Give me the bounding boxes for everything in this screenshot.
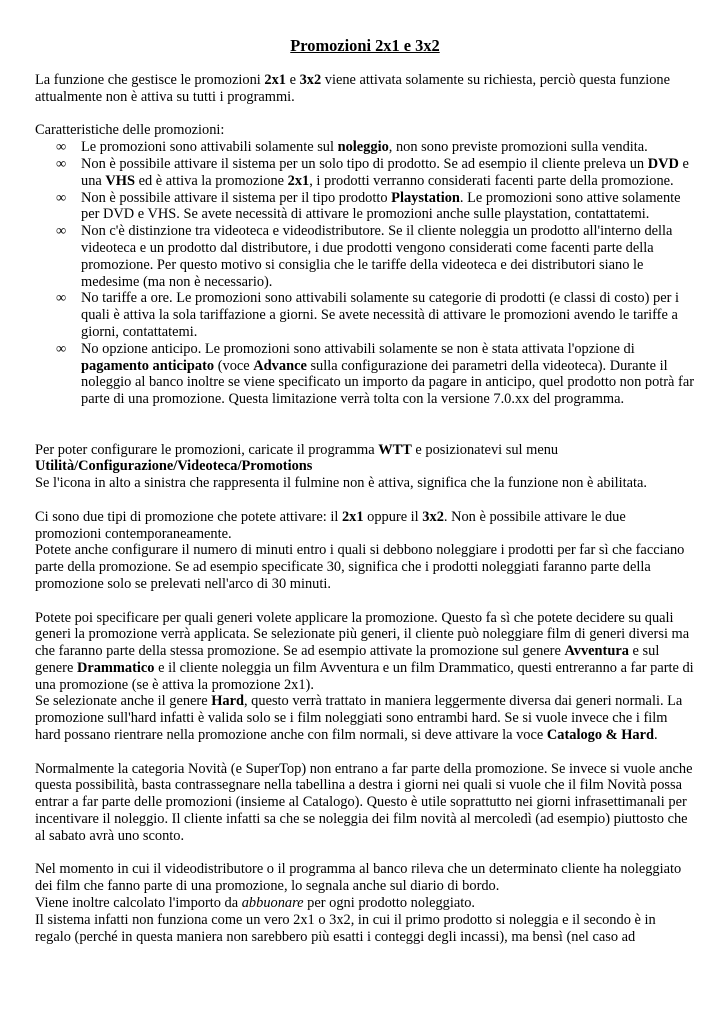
list-item: ∞ Non c'è distinzione tra videoteca e videodistributore. Se il cliente noleggia un prodotto all'interno della videoteca e un prodotto dal distributore, i due prodotti vengono considerati come facenti parte della promozione. Per questo motivo si consiglia che le tariffe della videoteca e dei distributori siano le medesime (ma non è necessario). [56,223,673,290]
config-paragraph: Per poter configurare le promozioni, caricate il programma WTT e posizionatevi sul menu Utilità/Configurazione/Videoteca/Promotions Se l'icona in alto a sinistra che rappresenta il fulmine non è attiva, significa che la funzione non è abilitata. [35,441,647,492]
list-item: ∞ Non è possibile attivare il sistema per il tipo prodotto Playstation. Le promozioni sono attive solamente per DVD e VHS. Se avete necessità di attivare le promozioni anche sulle playstation, contattatemi. [56,189,681,223]
features-list [35,139,695,408]
novita-paragraph: Normalmente la categoria Novità (e SuperTop) non entrano a far parte della promozione. Se invece si vuole anche questa possibilità, basta contrassegnare nella tabellina a destra i giorni nei quali si vuole che il film Novità possa entrar a far parte delle promozioni (insieme al Catalogo). Questo è utile soprattutto nei giorni infrasettimanali per incentivare il noleggio. Il cliente infatti sa che se noleggia dei film novità al mercoledì (ad esempio) piuttosto che al sabato avrà uno sconto. [35,760,693,844]
genres-paragraph: Potete poi specificare per quali generi volete applicare la promozione. Questo fa sì che potete decidere su quali generi la promozione verrà applicata. Se selezionate più generi, il cliente può noleggiare film di generi diversi ma che faranno parte della stessa promozione. Se ad esempio attivate la promozione sul genere Avventura e sul genere Drammatico e il cliente noleggia un film Avventura e un film Drammatico, questi entreranno a far parte di una promozione (se è attiva la promozione 2x1). Se selezionate anche il genere Hard, questo verrà trattato in maniera leggermente diversa dai generi normali. La promozione sull'hard infatti è valida solo se i film noleggiati sono entrambi hard. Se si vuole invece che i film hard possano rientrare nella promozione anche con film normali, si deve attivare la voce Catalogo & Hard. [35,609,694,744]
list-item: ∞ Non è possibile attivare il sistema per un solo tipo di prodotto. Se ad esempio il cliente preleva un DVD e una VHS ed è attiva la promozione 2x1, i prodotti verranno considerati facenti parte della promozione. [56,155,689,189]
page-title: Promozioni 2x1 e 3x2 [290,36,440,55]
intro-paragraph: La funzione che gestisce le promozioni 2x1 e 3x2 viene attivata solamente su richiesta, perciò questa funzione attualmente non è attiva su tutti i programmi. [35,72,670,105]
bullet-icon: ∞ [56,290,67,307]
bullet-icon: ∞ [56,340,67,357]
detect-paragraph: Nel momento in cui il videodistributore o il programma al banco rileva che un determinato cliente ha noleggiato dei film che fanno parte di una promozione, lo segnala anche sul diario di bordo. Viene inoltre calcolato l'importo da abbuonare per ogni prodotto noleggiato. Il sistema infatti non funziona come un vero 2x1 o 3x2, in cui il primo prodotto si noleggia e il secondo è in regalo (perché in questa maniera non sarebbero più esatti i conteggi degli incassi), ma bensì (nel caso ad [35,861,682,945]
document-page [35,36,695,945]
list-item: ∞ No tariffe a ore. Le promozioni sono attivabili solamente su categorie di prodotti (e classi di costo) per i quali è attiva la sola tariffazione a giorni. Se avete necessità di attivare le promozioni avendo le tariffe a giorni, contattatemi. [56,290,679,340]
types-paragraph: Ci sono due tipi di promozione che potete attivare: il 2x1 oppure il 3x2. Non è possibile attivare le due promozioni contemporaneamente. Potete anche configurare il numero di minuti entro i quali si debbono noleggiare i prodotti per far sì che facciano parte della promozione. Se ad esempio specificate 30, significa che i prodotti noleggiati faranno parte della promozione solo se prelevati nell'arco di 30 minuti. [35,508,685,592]
features-heading: Caratteristiche delle promozioni: [35,122,225,139]
bullet-icon: ∞ [56,189,67,206]
bullet-icon: ∞ [56,139,67,156]
bullet-icon: ∞ [56,155,67,172]
list-item: ∞ Le promozioni sono attivabili solamente sul noleggio, non sono previste promozioni sulla vendita. [56,139,648,156]
bullet-icon: ∞ [56,223,67,240]
list-item: ∞ No opzione anticipo. Le promozioni sono attivabili solamente se non è stata attivata l'opzione di pagamento anticipato (voce Advance sulla configurazione dei parametri della videoteca). Durante il noleggio al banco inoltre se viene specificato un importo da pagare in anticipo, quel prodotto non potrà far parte di una promozione. Questa limitazione verrà tolta con la versione 7.0.xx del programma. [56,340,695,408]
